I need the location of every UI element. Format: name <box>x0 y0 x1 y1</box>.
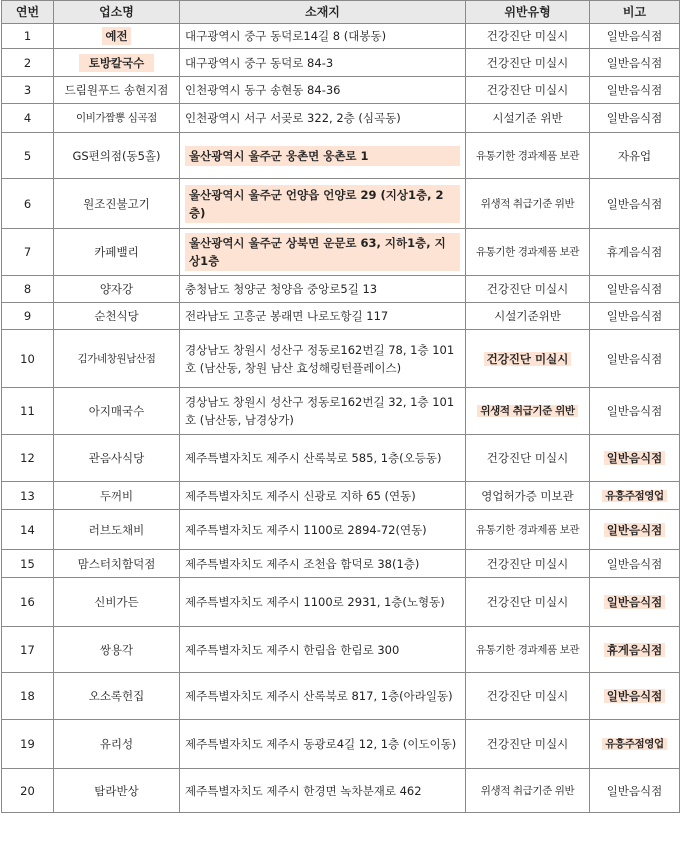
violation-table <box>1 0 680 813</box>
row-no: 5 <box>2 133 54 179</box>
row-violation: 유통기한 경과제품 보관 <box>466 627 590 673</box>
row-no: 14 <box>2 510 54 550</box>
row-no: 17 <box>2 627 54 673</box>
table-row <box>2 179 680 229</box>
row-name: 이비가짬뽕 심곡점 <box>54 104 180 133</box>
row-violation: 시설기준 위반 <box>466 104 590 133</box>
row-violation: 영업허가증 미보관 <box>466 482 590 510</box>
row-name: 신비가든 <box>54 578 180 627</box>
table-row <box>2 24 680 49</box>
row-name: 맘스터치함덕점 <box>54 550 180 578</box>
row-address: 울산광역시 울주군 상북면 운문로 63, 지하1층, 지상1층 <box>180 229 466 276</box>
row-no: 13 <box>2 482 54 510</box>
row-address: 울산광역시 울주군 웅촌면 웅촌로 1 <box>180 133 466 179</box>
row-name: 순천식당 <box>54 303 180 330</box>
row-note: 일반음식점 <box>590 673 680 720</box>
table-row <box>2 720 680 769</box>
row-name: 예전 <box>54 24 180 49</box>
row-no: 20 <box>2 769 54 813</box>
row-address: 전라남도 고흥군 봉래면 나로도항길 117 <box>180 303 466 330</box>
table-row <box>2 482 680 510</box>
row-violation: 위생적 취급기준 위반 <box>466 388 590 435</box>
row-note: 휴게음식점 <box>590 229 680 276</box>
row-name: 카페밸리 <box>54 229 180 276</box>
row-no: 16 <box>2 578 54 627</box>
row-no: 8 <box>2 276 54 303</box>
table-row <box>2 49 680 77</box>
table-row <box>2 510 680 550</box>
row-note: 일반음식점 <box>590 435 680 482</box>
row-violation: 유통기한 경과제품 보관 <box>466 133 590 179</box>
row-violation: 건강진단 미실시 <box>466 77 590 104</box>
row-address: 대구광역시 중구 동덕로14길 8 (대봉동) <box>180 24 466 49</box>
row-note: 일반음식점 <box>590 330 680 388</box>
row-no: 10 <box>2 330 54 388</box>
row-address: 제주특별자치도 제주시 산록북로 585, 1층(오등동) <box>180 435 466 482</box>
table-row <box>2 435 680 482</box>
row-name: 두꺼비 <box>54 482 180 510</box>
row-violation: 유통기한 경과제품 보관 <box>466 229 590 276</box>
table-row <box>2 627 680 673</box>
row-no: 18 <box>2 673 54 720</box>
row-violation: 건강진단 미실시 <box>466 720 590 769</box>
table-row <box>2 769 680 813</box>
row-note: 유흥주점영업 <box>590 720 680 769</box>
row-name: 양자강 <box>54 276 180 303</box>
row-violation: 건강진단 미실시 <box>466 276 590 303</box>
row-no: 19 <box>2 720 54 769</box>
row-address: 제주특별자치도 제주시 산록북로 817, 1층(아라일동) <box>180 673 466 720</box>
header-row <box>2 1 680 24</box>
table-row <box>2 388 680 435</box>
row-name: 토방칼국수 <box>54 49 180 77</box>
row-no: 6 <box>2 179 54 229</box>
row-note: 일반음식점 <box>590 388 680 435</box>
row-note: 일반음식점 <box>590 276 680 303</box>
row-note: 일반음식점 <box>590 179 680 229</box>
header-address: 소재지 <box>180 1 466 24</box>
row-name: 드림원푸드 송현지점 <box>54 77 180 104</box>
row-address: 제주특별자치도 제주시 1100로 2931, 1층(노형동) <box>180 578 466 627</box>
row-note: 휴게음식점 <box>590 627 680 673</box>
row-violation: 시설기준위반 <box>466 303 590 330</box>
header-no: 연번 <box>2 1 54 24</box>
row-no: 9 <box>2 303 54 330</box>
row-address: 인천광역시 동구 송현동 84-36 <box>180 77 466 104</box>
table-row <box>2 330 680 388</box>
header-violation: 위반유형 <box>466 1 590 24</box>
row-no: 2 <box>2 49 54 77</box>
row-no: 12 <box>2 435 54 482</box>
row-name: 오소록헌집 <box>54 673 180 720</box>
row-address: 울산광역시 울주군 언양읍 언양로 29 (지상1층, 2층) <box>180 179 466 229</box>
row-address: 제주특별자치도 제주시 동광로4길 12, 1층 (이도이동) <box>180 720 466 769</box>
table-row <box>2 550 680 578</box>
row-violation: 건강진단 미실시 <box>466 673 590 720</box>
table-row <box>2 303 680 330</box>
row-note: 일반음식점 <box>590 49 680 77</box>
row-address: 인천광역시 서구 서곶로 322, 2층 (심곡동) <box>180 104 466 133</box>
row-note: 일반음식점 <box>590 303 680 330</box>
row-address: 경상남도 창원시 성산구 정동로162번길 78, 1층 101호 (남산동, 창원 남산 효성해링턴플레이스) <box>180 330 466 388</box>
row-no: 3 <box>2 77 54 104</box>
row-name: 아지매국수 <box>54 388 180 435</box>
row-no: 7 <box>2 229 54 276</box>
row-name: 유리성 <box>54 720 180 769</box>
row-address: 경상남도 창원시 성산구 정동로162번길 32, 1층 101호 (남산동, 남경상가) <box>180 388 466 435</box>
table-row <box>2 276 680 303</box>
table-row <box>2 673 680 720</box>
row-note: 자유업 <box>590 133 680 179</box>
row-violation: 건강진단 미실시 <box>466 330 590 388</box>
row-name: 탐라반상 <box>54 769 180 813</box>
row-no: 4 <box>2 104 54 133</box>
row-note: 일반음식점 <box>590 550 680 578</box>
row-no: 15 <box>2 550 54 578</box>
table-row <box>2 104 680 133</box>
row-violation: 건강진단 미실시 <box>466 49 590 77</box>
row-note: 일반음식점 <box>590 578 680 627</box>
row-address: 제주특별자치도 제주시 한경면 녹차분재로 462 <box>180 769 466 813</box>
row-address: 제주특별자치도 제주시 한림읍 한림로 300 <box>180 627 466 673</box>
row-note: 일반음식점 <box>590 104 680 133</box>
row-address: 제주특별자치도 제주시 1100로 2894-72(연동) <box>180 510 466 550</box>
row-address: 대구광역시 중구 동덕로 84-3 <box>180 49 466 77</box>
table-row <box>2 578 680 627</box>
row-name: 러브도채비 <box>54 510 180 550</box>
row-no: 1 <box>2 24 54 49</box>
row-note: 일반음식점 <box>590 769 680 813</box>
table-row <box>2 77 680 104</box>
row-violation: 건강진단 미실시 <box>466 24 590 49</box>
table-row <box>2 133 680 179</box>
row-violation: 위생적 취급기준 위반 <box>466 769 590 813</box>
row-violation: 건강진단 미실시 <box>466 550 590 578</box>
row-note: 일반음식점 <box>590 24 680 49</box>
row-name: 원조진불고기 <box>54 179 180 229</box>
row-name: 관음사식당 <box>54 435 180 482</box>
row-name: 김가네창원남산점 <box>54 330 180 388</box>
row-violation: 위생적 취급기준 위반 <box>466 179 590 229</box>
header-note: 비고 <box>590 1 680 24</box>
row-address: 제주특별자치도 제주시 조천읍 함덕로 38(1층) <box>180 550 466 578</box>
row-no: 11 <box>2 388 54 435</box>
row-note: 일반음식점 <box>590 77 680 104</box>
row-violation: 건강진단 미실시 <box>466 578 590 627</box>
row-violation: 건강진단 미실시 <box>466 435 590 482</box>
table-row <box>2 229 680 276</box>
row-name: 쌍용각 <box>54 627 180 673</box>
row-note: 유흥주점영업 <box>590 482 680 510</box>
row-violation: 유통기한 경과제품 보관 <box>466 510 590 550</box>
row-address: 제주특별자치도 제주시 신광로 지하 65 (연동) <box>180 482 466 510</box>
row-note: 일반음식점 <box>590 510 680 550</box>
row-address: 충청남도 청양군 청양읍 중앙로5길 13 <box>180 276 466 303</box>
header-name: 업소명 <box>54 1 180 24</box>
row-name: GS편의점(동5홀) <box>54 133 180 179</box>
